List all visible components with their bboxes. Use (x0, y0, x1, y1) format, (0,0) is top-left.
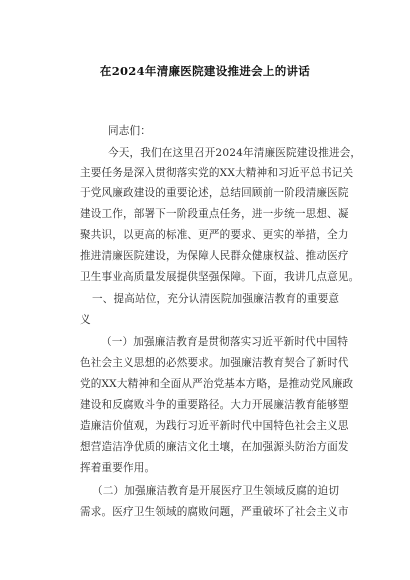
body-line: 色社会主义思想的必然要求。加强廉洁教育契合了新时代 (80, 357, 349, 369)
body-line: 造廉洁价值观，为践行习近平新时代中国特色社会主义思 (80, 420, 349, 432)
body-line: 推进清廉医院建设，为保障人民群众健康权益、推动医疗 (80, 250, 349, 262)
salutation: 同志们： (108, 125, 151, 137)
body-line: 聚共识，以更高的标准、更严的要求、更实的举措，全力 (80, 229, 349, 241)
body-line: （二）加强廉洁教育是开展医疗卫生领域反腐的迫切 (92, 485, 340, 497)
body-line: 建设工作，部署下一阶段重点任务，进一步统一思想、凝 (80, 208, 349, 220)
section-heading-line: 一、提高站位，充分认清医院加强廉洁教育的重要意 (92, 293, 340, 305)
body-line: 今天，我们在这里召开2024年清廉医院建设推进会， (108, 147, 362, 159)
body-line: 挥着重要作用。 (80, 462, 156, 474)
body-line: 需求。医疗卫生领域的腐败问题，严重破坏了社会主义市 (80, 506, 349, 518)
section-heading-line: 义 (80, 314, 91, 326)
body-line: 主要任务是深入贯彻落实党的XX大精神和习近平总书记关 (80, 167, 354, 179)
document-title: 在2024年清廉医院建设推进会上的讲话 (99, 64, 311, 78)
body-line: 想营造洁净优质的廉洁文化土壤，在加强源头防治方面发 (80, 441, 349, 453)
body-line: 卫生事业高质量发展提供坚强保障。下面，我讲几点意见。 (80, 271, 360, 283)
body-line: 党的XX大精神和全面从严治党基本方略，是推动党风廉政 (80, 378, 354, 390)
body-line: 于党风廉政建设的重要论述，总结回顾前一阶段清廉医院 (80, 187, 349, 199)
body-line: （一）加强廉洁教育是贯彻落实习近平新时代中国特 (101, 336, 349, 348)
body-line: 建设和反腐败斗争的重要路径。大力开展廉洁教育能够塑 (80, 399, 349, 411)
